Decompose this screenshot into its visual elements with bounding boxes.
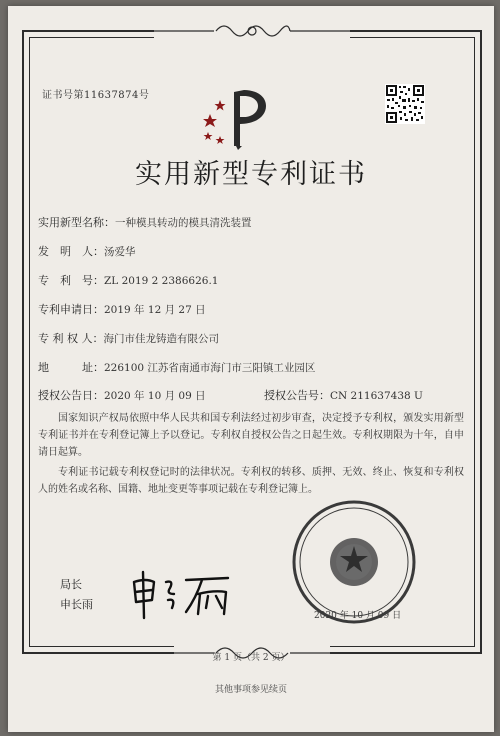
certificate-title: 实用新型专利证书: [135, 159, 367, 190]
footer-note: 其他事项参见续页: [214, 685, 287, 695]
field-value: 2020 年 10 月 09 日: [104, 390, 206, 402]
certificate-number: 证书号第11637874号: [42, 90, 150, 101]
field-value: 226100 江苏省南通市海门市三阳镇工业园区: [104, 362, 316, 374]
field-address: [38, 359, 315, 375]
field-value: ZL 2019 2 2386626.1: [104, 275, 219, 287]
seal-date: 2020 年 10 月 09 日: [314, 611, 402, 621]
field-value: CN 211637438 U: [330, 390, 423, 402]
director-name: 申长雨: [60, 598, 93, 611]
field-inventor: [38, 243, 136, 259]
director-signature-icon: [128, 568, 248, 624]
field-value: 2019 年 12 月 27 日: [104, 304, 206, 316]
field-grant-date: [38, 387, 206, 403]
field-label: 地 址：: [38, 361, 104, 374]
field-grant-publication-number: [264, 387, 423, 403]
field-label: 授权公告日：: [38, 389, 104, 402]
paragraph-grant-decision: 国家知识产权局依照中华人民共和国专利法经过初步审查，决定授予专利权，颁发实用新型专利证书并在专利登记簿上予以登记。专利权自授权公告之日起生效。专利权期限为十年，自申请日起算。: [38, 413, 464, 458]
field-label: 专利申请日：: [38, 303, 104, 316]
page-number: 第 1 页（共 2 页）: [212, 653, 290, 663]
field-utility-model-name: [38, 214, 252, 230]
field-label: 授权公告号：: [264, 389, 330, 402]
field-application-date: [38, 301, 206, 317]
certificate-paper: [8, 6, 494, 732]
field-patent-number: [38, 272, 218, 288]
qr-code-icon: [385, 84, 425, 128]
field-label: 专 利 号：: [38, 274, 104, 287]
field-patentee: [38, 330, 219, 346]
border-ornament-top: [154, 22, 350, 40]
field-label: 专 利 权 人：: [38, 332, 104, 345]
field-value: 汤爱华: [104, 246, 136, 258]
field-label: 实用新型名称：: [38, 216, 115, 229]
director-title: 局长: [60, 578, 82, 591]
field-value: 海门市佳龙铸造有限公司: [103, 333, 219, 345]
field-label: 发 明 人：: [38, 245, 104, 258]
patent-office-emblem-icon: [200, 84, 270, 154]
field-value: 一种模具转动的模具清洗装置: [115, 217, 252, 229]
paragraph-legal-status: 专利证书记载专利权登记时的法律状况。专利权的转移、质押、无效、终止、恢复和专利权人的姓名或名称、国籍、地址变更等事项记载在专利登记簿上。: [38, 467, 464, 495]
